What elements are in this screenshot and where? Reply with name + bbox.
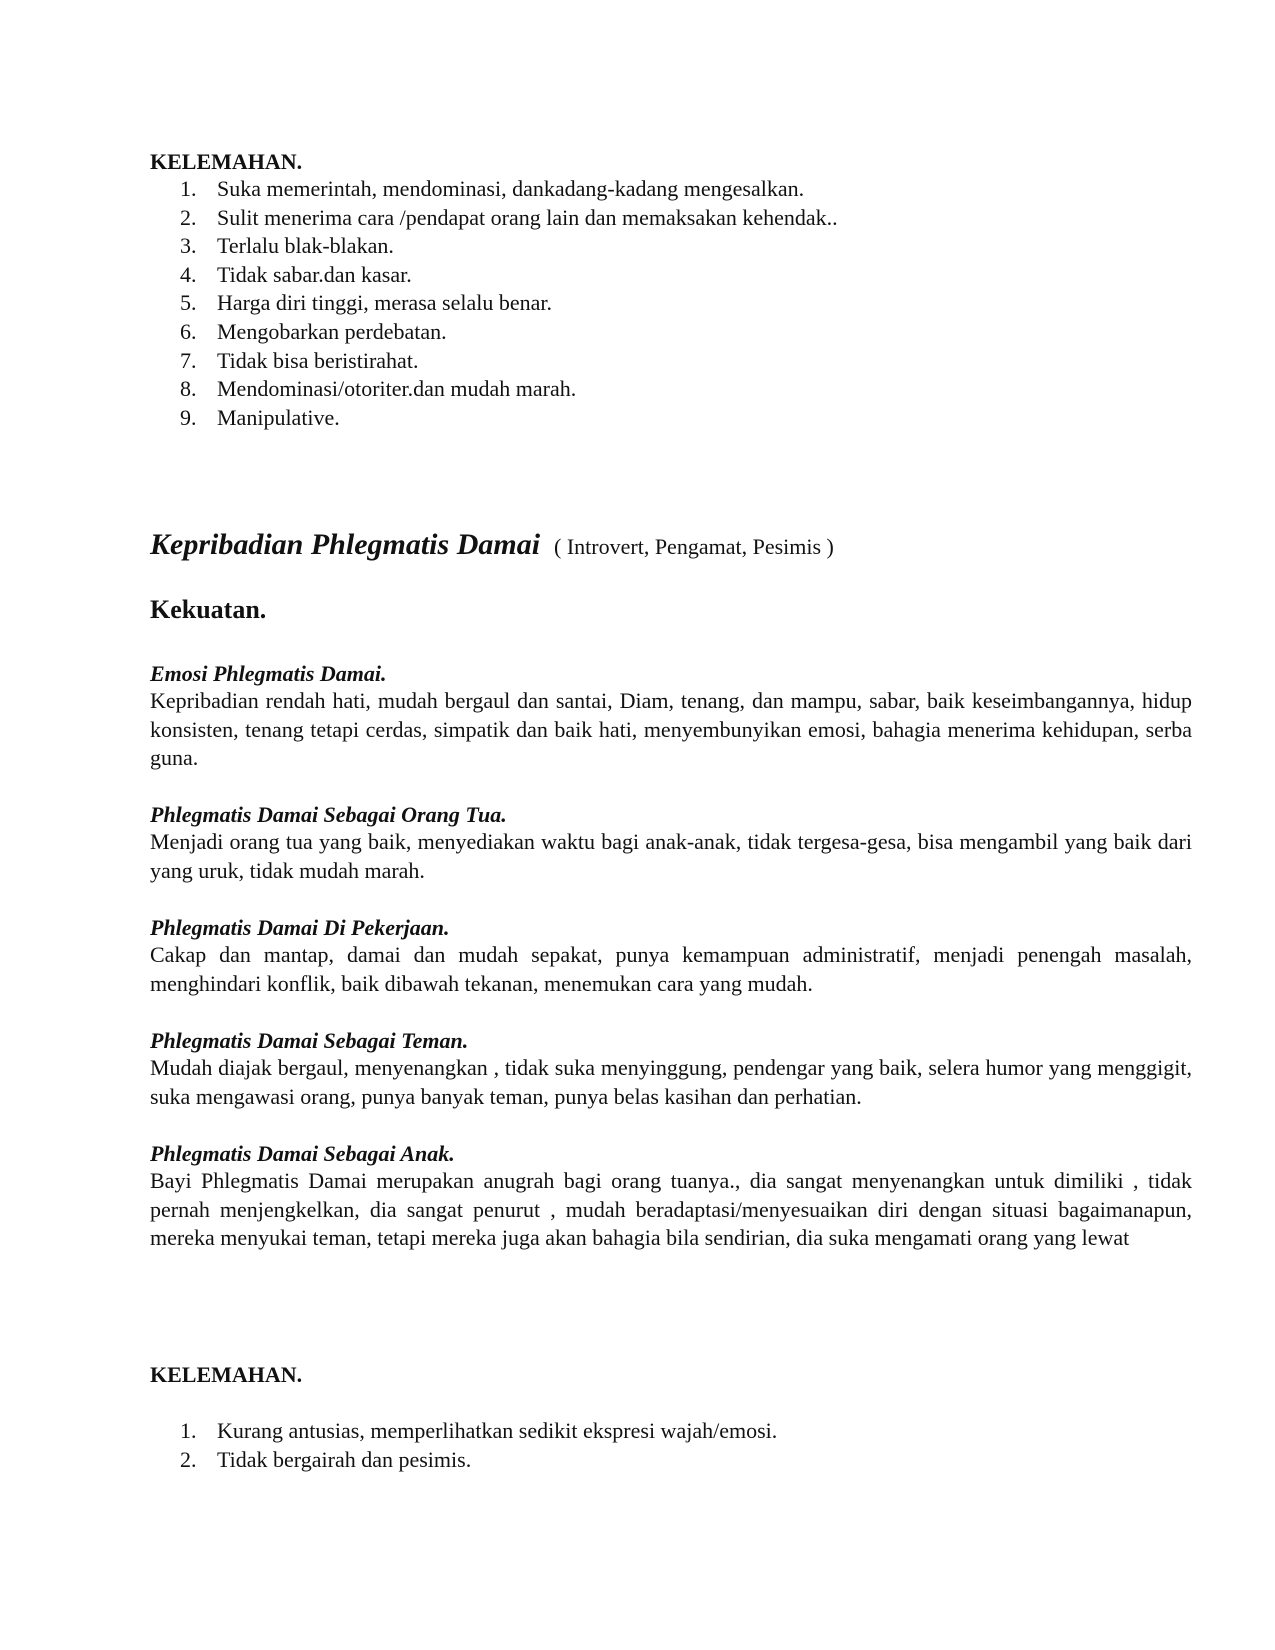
list-item xyxy=(180,232,1180,261)
list-item-text: Mendominasi/otoriter.dan mudah marah. xyxy=(217,376,577,402)
list-item-number: 2. xyxy=(180,204,197,230)
list-item-number: 6. xyxy=(180,318,197,344)
weakness-list-1 xyxy=(180,175,1180,432)
personality-title-line xyxy=(150,527,834,563)
list-item xyxy=(180,1417,1180,1446)
section-title-parent: Phlegmatis Damai Sebagai Orang Tua. xyxy=(150,802,507,827)
list-item xyxy=(180,175,1180,204)
section-text-child: Bayi Phlegmatis Damai merupakan anugrah bagi orang tuanya., dia sangat menyenangkan untuk dimiliki , tidak pernah menjengkelkan, dia sangat penurut , mudah beradaptasi/menyesuaikan diri dengan situasi bagaimanapun, mereka menyukai teman, tetapi mereka juga akan bahagia bila sendirian, dia suka mengamati orang yang lewat xyxy=(150,1168,1192,1251)
list-item-number: 4. xyxy=(180,261,197,287)
weakness-heading-2: KELEMAHAN. xyxy=(150,1362,303,1387)
list-item-number: 2. xyxy=(180,1446,197,1472)
weakness-heading-1: KELEMAHAN. xyxy=(150,149,303,174)
list-item xyxy=(180,1446,1180,1475)
section-title-emotion: Emosi Phlegmatis Damai. xyxy=(150,661,387,686)
list-item xyxy=(180,318,1180,347)
list-item-text: Manipulative. xyxy=(217,404,340,430)
list-item-text: Terlalu blak-blakan. xyxy=(217,233,394,259)
list-item-number: 1. xyxy=(180,1418,197,1443)
list-item-number: 5. xyxy=(180,290,197,316)
section-text-parent: Menjadi orang tua yang baik, menyediakan waktu bagi anak-anak, tidak tergesa-gesa, bisa mengambil yang baik dari yang uruk, tidak mudah marah. xyxy=(150,829,1192,883)
list-item-text: Tidak sabar.dan kasar. xyxy=(217,261,412,287)
list-item-number: 9. xyxy=(180,404,197,430)
list-item-text: Tidak bergairah dan pesimis. xyxy=(217,1446,472,1472)
list-item-text: Suka memerintah, mendominasi, dankadang-kadang mengesalkan. xyxy=(217,176,805,201)
section-title-work: Phlegmatis Damai Di Pekerjaan. xyxy=(150,915,450,940)
list-item xyxy=(180,375,1180,404)
list-item xyxy=(180,204,1180,233)
list-item-number: 7. xyxy=(180,347,197,373)
weakness-list-2 xyxy=(180,1417,1180,1474)
section-title-friend: Phlegmatis Damai Sebagai Teman. xyxy=(150,1028,469,1053)
section-text-work: Cakap dan mantap, damai dan mudah sepakat, punya kemampuan administratif, menjadi penengah masalah, menghindari konflik, baik dibawah tekanan, menemukan cara yang mudah. xyxy=(150,942,1192,996)
list-item-text: Tidak bisa beristirahat. xyxy=(217,347,419,373)
list-item xyxy=(180,347,1180,376)
list-item-text: Harga diri tinggi, merasa selalu benar. xyxy=(217,290,552,316)
list-item xyxy=(180,404,1180,433)
section-text-friend: Mudah diajak bergaul, menyenangkan , tidak suka menyinggung, pendengar yang baik, selera humor yang menggigit, suka mengawasi orang, punya banyak teman, punya belas kasihan dan perhatian. xyxy=(150,1055,1192,1109)
personality-subtitle: ( Introvert, Pengamat, Pesimis ) xyxy=(554,534,834,559)
list-item-text: Kurang antusias, memperlihatkan sedikit ekspresi wajah/emosi. xyxy=(217,1418,778,1443)
strengths-heading: Kekuatan. xyxy=(150,595,267,624)
list-item xyxy=(180,289,1180,318)
list-item-number: 8. xyxy=(180,376,197,402)
list-item-number: 3. xyxy=(180,233,197,259)
list-item-text: Mengobarkan perdebatan. xyxy=(217,318,447,344)
list-item-text: Sulit menerima cara /pendapat orang lain dan memaksakan kehendak.. xyxy=(217,204,838,230)
section-text-emotion: Kepribadian rendah hati, mudah bergaul dan santai, Diam, tenang, dan mampu, sabar, baik keseimbangannya, hidup konsisten, tenang tetapi cerdas, simpatik dan baik hati, menyembunyikan emosi, bahagia menerima kehidupan, serba guna. xyxy=(150,688,1192,771)
section-title-child: Phlegmatis Damai Sebagai Anak. xyxy=(150,1141,455,1166)
list-item-number: 1. xyxy=(180,176,197,201)
list-item xyxy=(180,261,1180,290)
personality-title: Kepribadian Phlegmatis Damai xyxy=(150,528,541,561)
